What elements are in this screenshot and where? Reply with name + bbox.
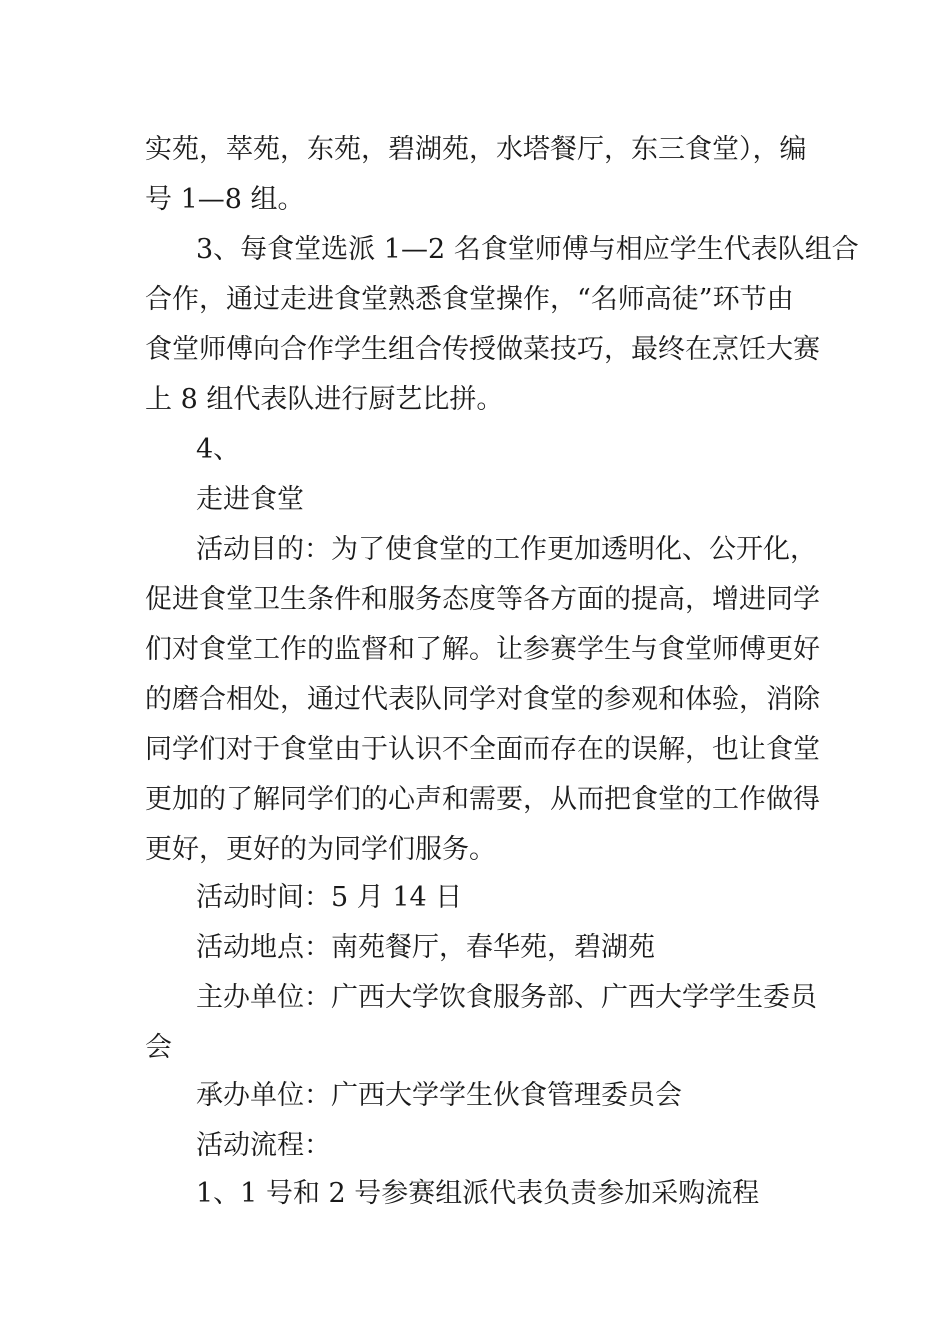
text-line-6: 上 8 组代表队进行厨艺比拼。: [145, 384, 504, 415]
text-line-7: 4、: [196, 434, 241, 465]
text-line-5: 食堂师傅向合作学生组合传授做菜技巧，最终在烹饪大赛: [145, 334, 820, 365]
text-line-14: 更加的了解同学们的心声和需要，从而把食堂的工作做得: [145, 784, 820, 815]
text-line-10: 促进食堂卫生条件和服务态度等各方面的提高，增进同学: [145, 584, 820, 615]
text-line-21: 活动流程：: [196, 1130, 331, 1161]
section-heading: 走进食堂: [196, 484, 304, 515]
text-line-18: 主办单位：广西大学饮食服务部、广西大学学生委员: [196, 982, 817, 1013]
text-line-1: 实苑，萃苑，东苑，碧湖苑，水塔餐厅，东三食堂），编: [145, 134, 807, 165]
text-line-17: 活动地点：南苑餐厅，春华苑，碧湖苑: [196, 932, 655, 963]
text-line-9: 活动目的：为了使食堂的工作更加透明化、公开化，: [196, 534, 817, 565]
text-line-16: 活动时间：5 月 14 日: [196, 882, 463, 913]
text-line-4: 合作，通过走进食堂熟悉食堂操作，“名师高徒”环节由: [145, 284, 794, 315]
text-line-12: 的磨合相处，通过代表队同学对食堂的参观和体验，消除: [145, 684, 820, 715]
text-line-2: 号 1—8 组。: [145, 184, 305, 215]
text-line-3: 3、每食堂选派 1—2 名食堂师傅与相应学生代表队组合: [196, 234, 859, 265]
text-line-11: 们对食堂工作的监督和了解。让参赛学生与食堂师傅更好: [145, 634, 820, 665]
text-line-19: 会: [145, 1032, 172, 1063]
text-line-13: 同学们对于食堂由于认识不全面而存在的误解，也让食堂: [145, 734, 820, 765]
text-line-20: 承办单位：广西大学学生伙食管理委员会: [196, 1080, 682, 1111]
text-line-22: 1、1 号和 2 号参赛组派代表负责参加采购流程: [196, 1178, 760, 1209]
text-line-15: 更好，更好的为同学们服务。: [145, 834, 496, 865]
